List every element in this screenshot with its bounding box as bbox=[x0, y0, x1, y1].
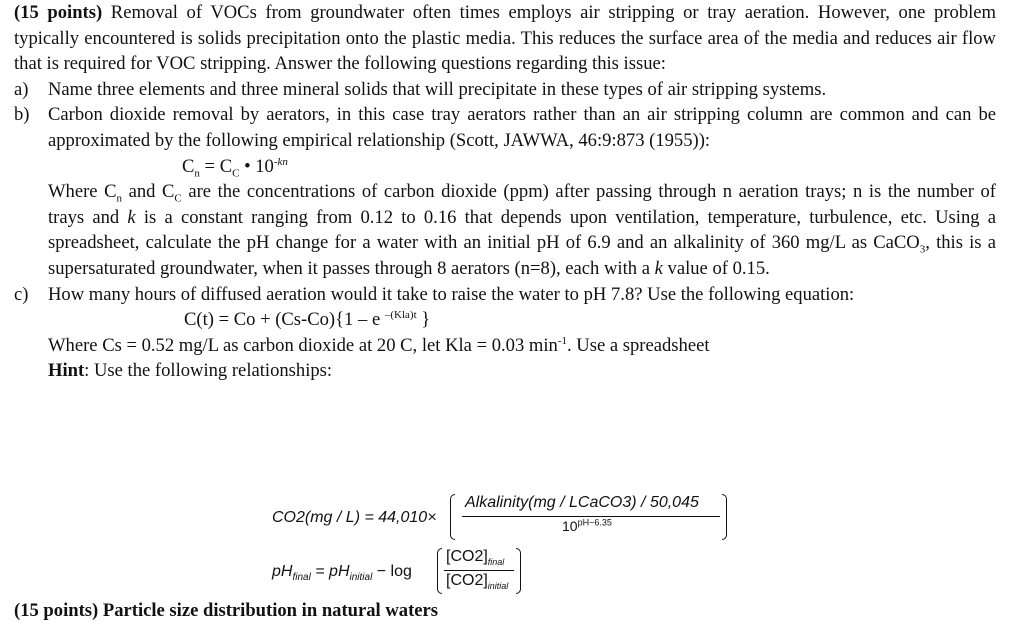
formula-ph-mid-sub: initial bbox=[349, 572, 373, 584]
c-where-2: . Use a spreadsheet bbox=[567, 334, 710, 356]
where-text-4: is a constant ranging from 0.12 to 0.16 that depends upon ventilation, temperature, turbulence, etc. Using a spreadsheet, calculate the pH change for a water with an initial pH of 6.9 and an alkalinity of 360 mg/L as CaCO bbox=[48, 206, 996, 254]
formula-ph-den-sub: initial bbox=[487, 581, 509, 592]
where-text-5: , this is a supersaturated groundwater, when it passes through 8 aerators (n=8), each with a bbox=[48, 232, 996, 279]
document-body bbox=[14, 0, 996, 384]
formula-ph-log: − log bbox=[372, 563, 412, 580]
next-problem-partial: (15 points) Particle size distribution in natural waters bbox=[14, 600, 439, 621]
formula-ph-num-sub: final bbox=[487, 557, 505, 568]
hint-text: : Use the following relationships: bbox=[84, 360, 333, 382]
item-b bbox=[14, 102, 996, 153]
intro-text: Removal of VOCs from groundwater often times employs air stripping or tray aeration. However, one problem typically encountered is solids precipitation onto the plastic media. This reduces the surface area of the media and reduces air flow that is required for VOC stripping. Answer the following questions regarding this issue: bbox=[14, 2, 996, 75]
where-sub-n: n bbox=[116, 192, 123, 205]
formula-ph-lhs bbox=[272, 563, 412, 584]
item-a-text: Name three elements and three mineral solids that will precipitate in these types of air stripping systems. bbox=[48, 78, 827, 100]
k-symbol: k bbox=[127, 206, 136, 228]
formula-co2 bbox=[272, 494, 752, 542]
item-a-label: a) bbox=[14, 78, 29, 100]
formula-co2-denominator bbox=[562, 518, 612, 534]
formula-ph-mid: = pH bbox=[310, 563, 350, 580]
eq-ct-end: } bbox=[416, 309, 431, 331]
eq-cn-sub: n bbox=[194, 167, 200, 180]
problem-intro bbox=[14, 0, 996, 77]
formula-co2-lhs: CO2(mg / L) = 44,010× bbox=[272, 509, 437, 526]
equation-ct bbox=[184, 307, 996, 333]
k-symbol-2: k bbox=[654, 257, 663, 279]
item-c-where bbox=[14, 333, 996, 359]
formula-co2-denominator-exp: pH−6.35 bbox=[577, 517, 612, 528]
formula-ph-num bbox=[446, 548, 504, 566]
item-c-text: How many hours of diffused aeration would it take to raise the water to pH 7.8? Use the following equation: bbox=[48, 283, 855, 305]
formula-ph bbox=[272, 546, 572, 598]
where-text-1: Where C bbox=[48, 181, 117, 203]
eq-cn-c: C bbox=[182, 155, 195, 177]
c-where-1: Where Cs = 0.52 mg/L as carbon dioxide at 20 C, let Kla = 0.03 min bbox=[48, 334, 558, 356]
c-where-exp: -1 bbox=[557, 334, 567, 347]
formula-ph-den bbox=[446, 572, 508, 590]
formula-ph-right-brace bbox=[516, 548, 521, 594]
formula-co2-denominator-base: 10 bbox=[562, 518, 578, 534]
formula-co2-numerator: Alkalinity(mg / LCaCO3) / 50,045 bbox=[465, 494, 699, 511]
hint-line bbox=[14, 358, 996, 384]
formula-co2-right-brace bbox=[722, 494, 727, 540]
item-b-text: Carbon dioxide removal by aerators, in this case tray aerators rather than an air stripping column are common and can be approximated by the following empirical relationship (Scott, JAWWA, 46:9:873 (1955)): bbox=[48, 104, 996, 151]
formula-ph-fraction-line bbox=[444, 570, 514, 571]
formula-co2-left-brace bbox=[450, 494, 455, 540]
item-c bbox=[14, 282, 996, 308]
formula-ph-num-text: [CO2] bbox=[446, 548, 488, 565]
eq-ct-text: C(t) = Co + (Cs-Co){1 – e bbox=[184, 309, 385, 331]
item-b-where bbox=[14, 179, 996, 281]
formula-ph-lhs-text: pH bbox=[272, 563, 293, 580]
caco3-sub: 3 bbox=[919, 244, 926, 257]
hint-label: Hint bbox=[48, 360, 85, 382]
eq-cn-dot: • 10 bbox=[239, 155, 274, 177]
item-c-label: c) bbox=[14, 283, 29, 305]
equation-cn bbox=[182, 154, 996, 180]
item-b-label: b) bbox=[14, 104, 30, 126]
where-text-2: and C bbox=[122, 181, 175, 203]
where-text-6: value of 0.15. bbox=[662, 257, 770, 279]
formula-ph-lhs-sub: final bbox=[292, 572, 311, 584]
eq-ct-exp: –(Kla)t bbox=[384, 308, 417, 321]
eq-cc-sub: C bbox=[232, 167, 240, 180]
where-text-3: are the concentrations of carbon dioxide (ppm) after passing through n aeration trays; n is the number of trays and bbox=[48, 181, 996, 228]
points-label: (15 points) bbox=[14, 2, 103, 23]
formula-ph-den-text: [CO2] bbox=[446, 572, 488, 589]
eq-cn-mid: = C bbox=[199, 155, 233, 177]
formula-ph-left-brace bbox=[437, 548, 442, 594]
eq-cn-exp: -kn bbox=[273, 155, 288, 168]
item-a bbox=[14, 77, 996, 103]
where-sub-c: C bbox=[174, 192, 182, 205]
